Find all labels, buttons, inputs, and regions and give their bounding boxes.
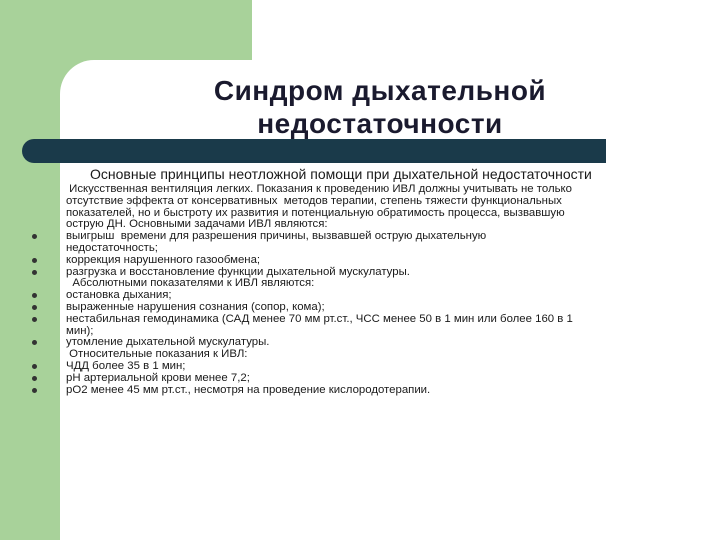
bullet-dot-icon (32, 258, 37, 263)
line-text: отсутствие эффекта от консервативных методов терапии, степень тяжести функциональных (66, 194, 562, 207)
bullet-dot-icon (32, 364, 37, 369)
line-text: Относительные показания к ИВЛ: (66, 348, 248, 361)
line-text: острую ДН. Основными задачами ИВЛ являются: (66, 218, 328, 231)
line-text: недостаточность; (66, 241, 158, 254)
title-line-1: Синдром дыхательной (213, 75, 547, 106)
bullet-list-item (66, 385, 696, 397)
bullet-dot-icon (32, 305, 37, 310)
line-text: мин); (66, 324, 94, 337)
line-text: Абсолютными показателями к ИВЛ являются: (66, 277, 315, 290)
line-text: нестабильная гемодинамика (САД менее 70 мм рт.ст., ЧСС менее 50 в 1 мин или более 160 в 1 (66, 312, 573, 325)
slide-subtitle: Основные принципы неотложной помощи при дыхательной недостаточности (90, 166, 592, 182)
bullet-list-item (66, 231, 696, 243)
line-text: утомление дыхательной мускулатуры. (66, 336, 270, 349)
line-text: рН артериальной крови менее 7,2; (66, 371, 250, 384)
bullet-dot-icon (32, 270, 37, 275)
left-green-band (0, 0, 60, 540)
title-line-2: недостаточности (257, 108, 503, 139)
title-divider-bar (22, 139, 606, 163)
slide-title (170, 74, 590, 140)
line-text: ЧДД более 35 в 1 мин; (66, 359, 186, 372)
line-text: выраженные нарушения сознания (сопор, кома); (66, 300, 325, 313)
slide-body (66, 184, 696, 396)
bullet-list-item (66, 314, 696, 326)
line-text: коррекция нарушенного газообмена; (66, 253, 261, 266)
line-text: выигрыш времени для разрешения причины, вызвавшей острую дыхательную (66, 230, 487, 243)
bullet-dot-icon (32, 317, 37, 322)
bullet-dot-icon (32, 376, 37, 381)
line-text: Искусственная вентиляция легких. Показания к проведению ИВЛ должны учитывать не только (66, 183, 572, 195)
line-text: рО2 менее 45 мм рт.ст., несмотря на проведение кислородотерапии. (66, 383, 431, 396)
bullet-dot-icon (32, 388, 37, 393)
line-text: разгрузка и восстановление функции дыхательной мускулатуры. (66, 265, 410, 278)
line-text: остановка дыхания; (66, 289, 172, 302)
line-text: показателей, но и быстроту их развития и потенциальную обратимость процесса, вызвавшую (66, 206, 565, 219)
